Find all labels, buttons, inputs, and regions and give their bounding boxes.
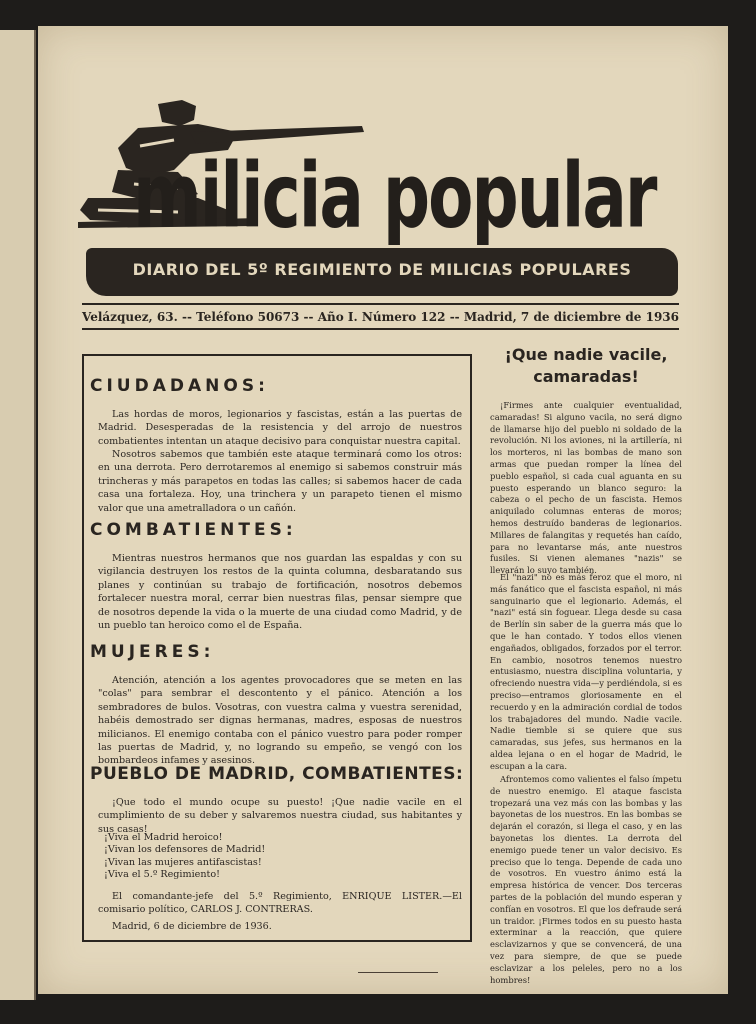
masthead-subtitle: DIARIO DEL 5º REGIMIENTO DE MILICIAS POPULARES — [132, 260, 632, 279]
ciudadanos-paragraph-1: Las hordas de moros, legionarios y fascistas, están a las puertas de Madrid. Desesperadas de la resistencia y del arrojo de nuestros combatientes intentan un ataque decisivo para conquistar nuestra capital. — [98, 409, 462, 447]
facing-page-edge — [0, 30, 36, 1000]
editorial-paragraph-2: El "nazi" no es más feroz que el moro, ni más fanático que el fascista español, ni más sanguinario que el legionario. Además, el "nazi" está sin foguear. Llega desde su casa de Berlín sin saber de la guerra más que lo que le han contado. Y todos ellos vienen engañados, obligados, forzados por el terror. En cambio, nosotros tenemos nuestro entusiasmo, nuestra disciplina voluntaria, y ofreciendo nuestra vida—y perdiéndola, si es preciso—entramos gloriosamente en el recuerdo y en la admiración cordial de todos los trabajadores del mundo. Nadie vacile. Nadie tiemble si se quiere que sus camaradas, sus jefes, sus hermanos en la aldea lejana o en el hogar de Madrid, le escupan a la cara. — [490, 572, 682, 771]
viva-item: ¡Viva el Madrid heroico! — [104, 832, 223, 843]
mujeres-paragraph: Atención, atención a los agentes provocadores que se meten en las "colas" para sembrar el descontento y el pánico. Atención a los sembradores de bulos. Vosotras, con vuestra calma y vuestra serenidad, habéis demostrado ser dignas hermanas, madres, esposas de nuestros milicianos. El enemigo contaba con el pánico vuestro para poder romper las puertas de Madrid, y, no logrando su empeño, se vengó con los bombardeos infames y asesinos. — [98, 675, 462, 767]
viva-item: ¡Vivan los defensores de Madrid! — [104, 844, 266, 856]
masthead-title: milicia popular — [133, 144, 656, 248]
editorial-paragraph-3: Afrontemos como valientes el falso ímpetu de nuestro enemigo. El ataque fascista tropezará una vez más con las bombas y las bayonetas de los nuestros. En las bombas se dejarán el corazón, si llega el caso, y en las bayonetas los dientes. La derrota del enemigo puede tener un valor decisivo. Es preciso que lo tenga. Depende de cada uno de vosotros. En vuestro ánimo está la empresa histórica de vencer. Dos terceras partes de la población del mundo esperan y confían en vosotros. El que los defraude será un traidor. ¡Firmes todos en su puesto hasta exterminar a la reacción, que quiere esclavizarnos y que se convencerá, de una vez para siempre, de que se puede esclavizar a los peleles, pero no a los hombres! — [490, 774, 682, 985]
combatientes-paragraph: Mientras nuestros hermanos que nos guardan las espaldas y con su vigilancia destruyen los restos de la quinta columna, desbaratando sus planes y continúan su trabajo de fortificación, nosotros debemos fortalecer nuestra moral, cerrar bien nuestras filas, pensar siempre que de nosotros depende la vida o la muerte de una ciudad como Madrid, y de un pueblo tan heroico como el de España. — [98, 553, 462, 632]
heading-mujeres: MUJERES: — [90, 642, 215, 662]
heading-pueblo: PUEBLO DE MADRID, COMBATIENTES: — [90, 764, 464, 784]
heading-ciudadanos: CIUDADANOS: — [90, 376, 269, 396]
masthead-rule-bottom — [82, 328, 679, 330]
heading-combatientes: COMBATIENTES: — [90, 520, 297, 540]
bottom-rule — [358, 972, 438, 973]
viva-item: ¡Vivan las mujeres antifascistas! — [104, 856, 262, 868]
ciudadanos-paragraph-2: Nosotros sabemos que también este ataque terminará como los otros: en una derrota. Pero derrotaremos al enemigo si sabemos construir más trincheras y más parapetos en todas las calles; si sabemos hacer de cada casa una fortaleza. Hoy, una trinchera y un parapeto tienen el mismo valor que una ametralladora o un cañón. — [98, 449, 462, 514]
vivas-list — [104, 832, 265, 882]
pueblo-paragraph: ¡Que todo el mundo ocupe su puesto! ¡Que nadie vacile en el cumplimiento de su deber y salvaremos nuestra ciudad, sus habitantes y sus casas! — [98, 797, 462, 835]
proclamation-date: Madrid, 6 de diciembre de 1936. — [112, 921, 272, 932]
proclamation-box — [82, 354, 472, 942]
info-line: Velázquez, 63. -- Teléfono 50673 -- Año I. Número 122 -- Madrid, 7 de diciembre de 1936 — [82, 310, 679, 324]
masthead-rule-top — [82, 303, 679, 305]
masthead-banner — [86, 248, 678, 296]
editorial-title: ¡Que nadie vacile, camaradas! — [504, 345, 668, 386]
viva-item: ¡Viva el 5.º Regimiento! — [104, 869, 221, 881]
signature-line: El comandante-jefe del 5.º Regimiento, ENRIQUE LISTER.—El comisario político, CARLOS J. CONTRERAS. — [98, 891, 462, 916]
newspaper-page — [38, 26, 728, 994]
editorial-paragraph-1: ¡Firmes ante cualquier eventualidad, camaradas! Si alguno vacila, no será digno de llamarse hijo del pueblo ni soldado de la revolución. Ni los aviones, ni la artillería, ni los morteros, ni las bombas de mano son armas que puedan romper la línea del pueblo español, si cada cual aguanta en su puesto esperando un blanco seguro: la cabeza o el pecho de un fascista. Hemos aniquilado columnas enteras de moros; hemos destruído banderas de legionarios. Millares de falangitas y requetés han caído, para no levantarse más, ante nuestros fusiles. Si vienen alemanes "nazis" se llevarán lo suyo también. — [490, 400, 682, 576]
